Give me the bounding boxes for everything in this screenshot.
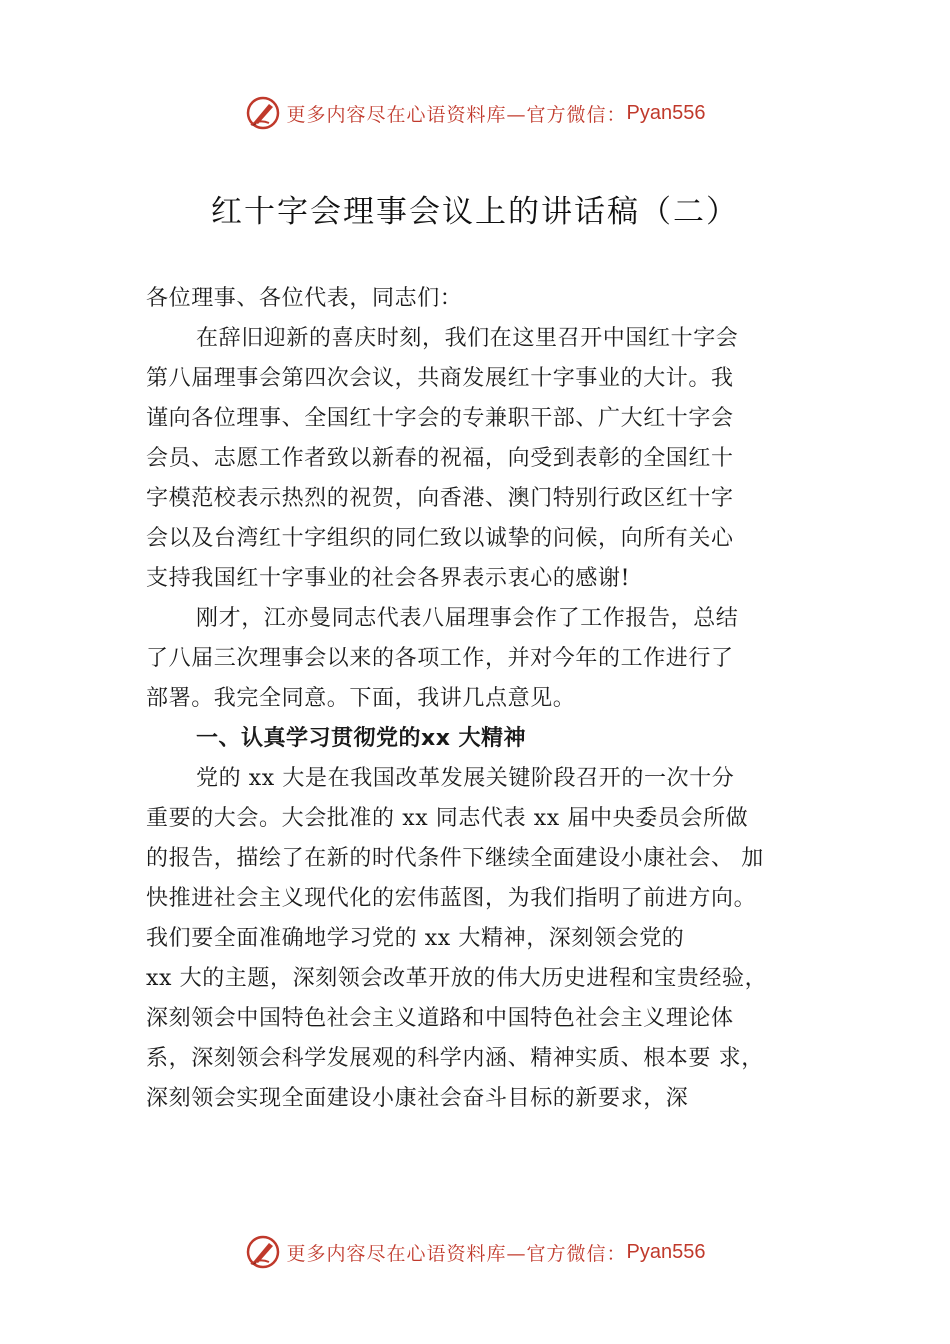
watermark-banner-top <box>0 93 950 133</box>
body-line: 了八届三次理事会以来的各项工作，并对今年的工作进行了 <box>146 646 734 671</box>
body-line: 党的 xx 大是在我国改革发展关键阶段召开的一次十分 <box>196 766 735 791</box>
section-heading: 一、认真学习贯彻党的xx 大精神 <box>196 726 527 751</box>
body-line: 会以及台湾红十字组织的同仁致以诚挚的问候，向所有关心 <box>146 526 734 551</box>
body-line: xx 大的主题，深刻领会改革开放的伟大历史进程和宝贵经验， <box>146 966 768 991</box>
pen-logo-icon <box>245 1234 281 1270</box>
pen-logo-icon <box>245 95 281 131</box>
body-line: 快推进社会主义现代化的宏伟蓝图，为我们指明了前进方向。 <box>146 886 757 911</box>
watermark-banner-bottom <box>0 1232 950 1272</box>
watermark-text: 更多内容尽在心语资料库—官方微信： <box>286 1242 627 1265</box>
document-title: 红十字会理事会议上的讲话稿（二） <box>211 194 739 230</box>
body-line: 部署。我完全同意。下面，我讲几点意见。 <box>146 686 576 711</box>
body-line: 字模范校表示热烈的祝贺，向香港、澳门特别行政区红十字 <box>146 486 734 511</box>
body-line: 第八届理事会第四次会议，共商发展红十字事业的大计。我 <box>146 366 734 391</box>
body-line: 深刻领会实现全面建设小康社会奋斗目标的新要求，深 <box>146 1086 689 1111</box>
body-line: 会员、志愿工作者致以新春的祝福，向受到表彰的全国红十 <box>146 446 734 471</box>
watermark-text: 更多内容尽在心语资料库—官方微信： <box>286 103 627 126</box>
body-line: 谨向各位理事、全国红十字会的专兼职干部、广大红十字会 <box>146 406 734 431</box>
body-line: 我们要全面准确地学习党的 xx 大精神，深刻领会党的 <box>146 926 685 951</box>
salutation-line: 各位理事、各位代表，同志们： <box>146 286 463 311</box>
document-body <box>146 280 836 1120</box>
watermark-account: Pyan556 <box>626 1240 706 1263</box>
body-line: 在辞旧迎新的喜庆时刻，我们在这里召开中国红十字会 <box>196 326 739 351</box>
body-line: 支持我国红十字事业的社会各界表示衷心的感谢! <box>146 566 631 591</box>
body-line: 重要的大会。大会批准的 xx 同志代表 xx 届中央委员会所做 <box>146 806 749 831</box>
body-line: 刚才，江亦曼同志代表八届理事会作了工作报告，总结 <box>196 606 739 631</box>
body-line: 系，深刻领会科学发展观的科学内涵、精神实质、根本要 求， <box>146 1046 764 1071</box>
watermark-account: Pyan556 <box>626 101 706 124</box>
body-line: 的报告，描绘了在新的时代条件下继续全面建设小康社会、 加 <box>146 846 764 871</box>
body-line: 深刻领会中国特色社会主义道路和中国特色社会主义理论体 <box>146 1006 734 1031</box>
